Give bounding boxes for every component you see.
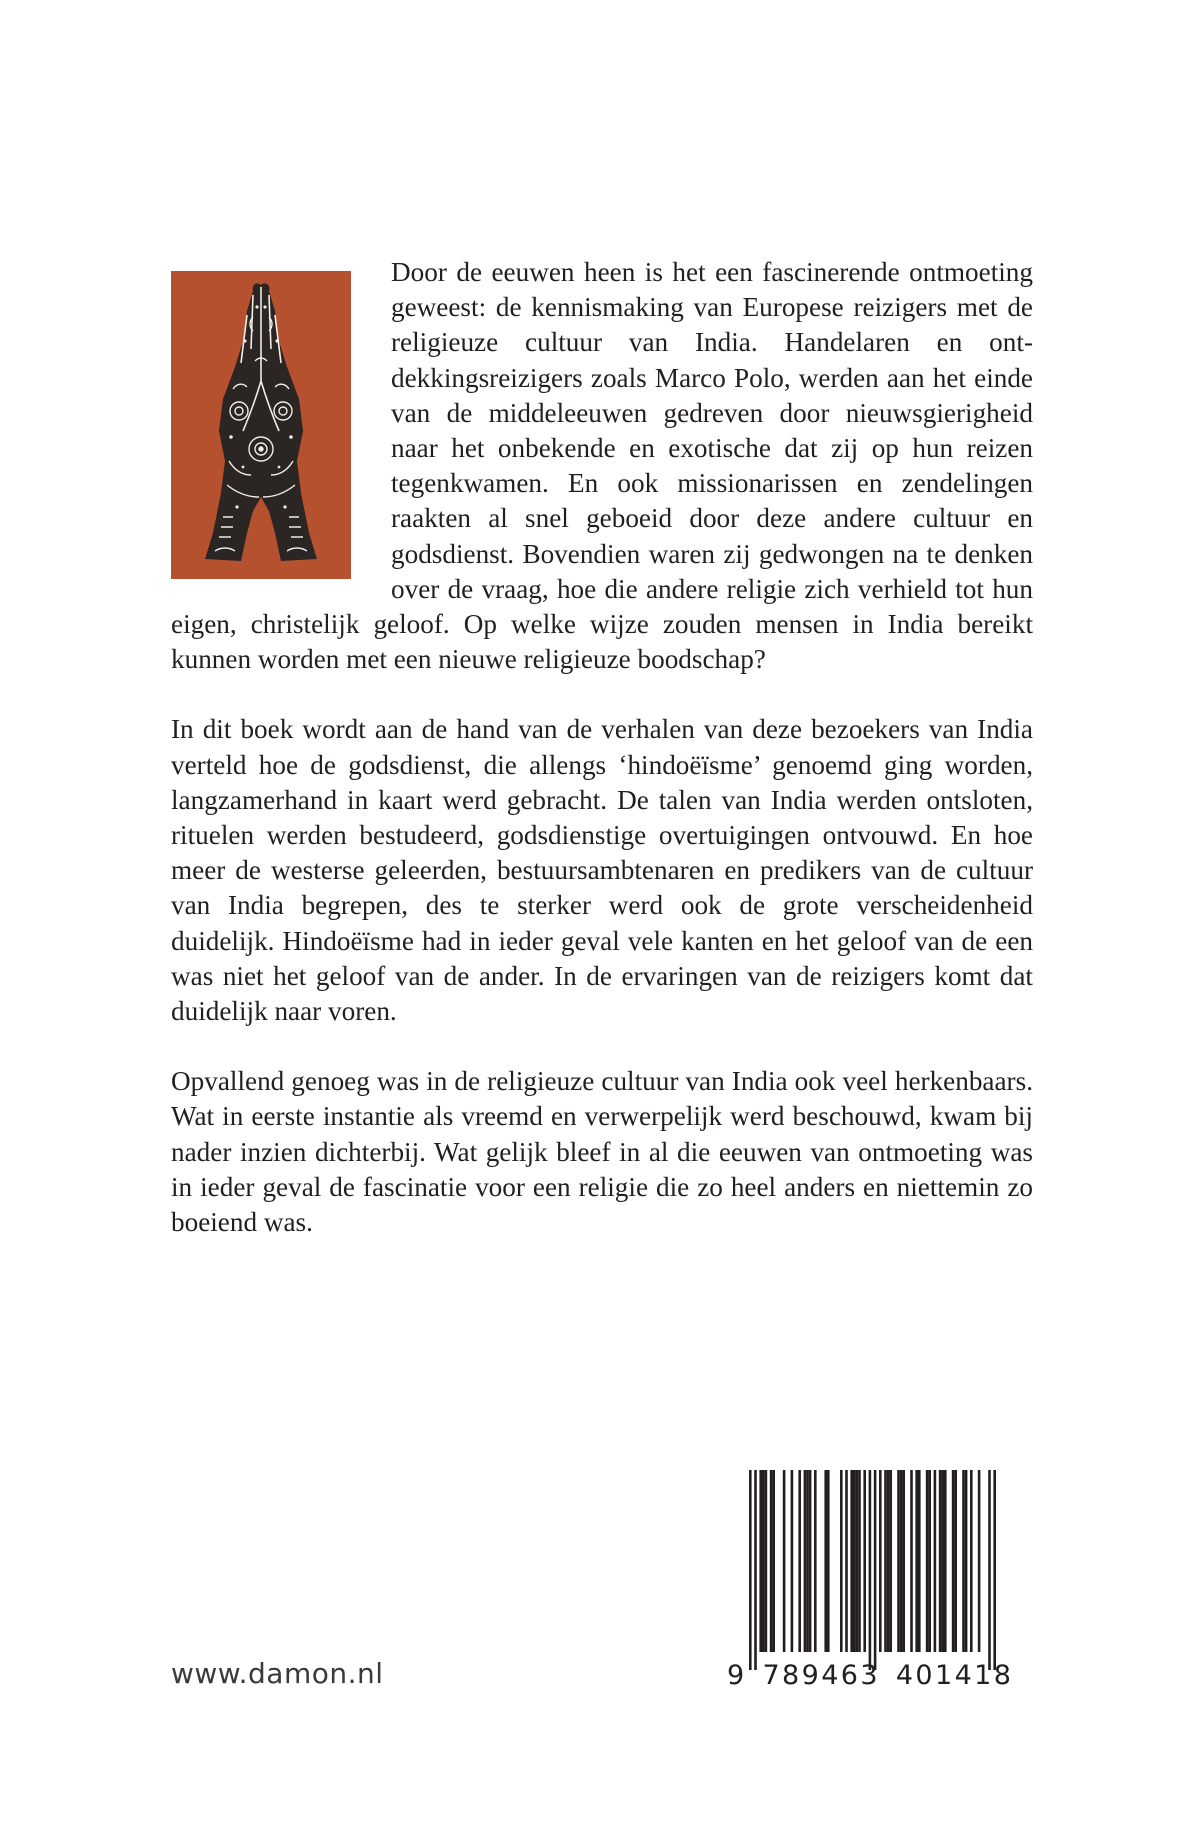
barcode-bar xyxy=(879,1470,882,1652)
barcode-bar xyxy=(988,1470,991,1670)
barcode-bar xyxy=(804,1470,807,1652)
barcode-bar xyxy=(762,1470,765,1652)
barcode-bar xyxy=(840,1470,843,1652)
barcode-bar xyxy=(970,1470,973,1652)
barcode-bar xyxy=(900,1470,903,1652)
barcode-bar xyxy=(887,1470,890,1652)
barcode-bar xyxy=(993,1470,996,1670)
blurb-paragraph-2: In dit boek wordt aan de hand van de verhalen van deze bezoekers van India verteld hoe de godsdienst, die allengs ‘hindoëïsme’ genoemd ging worden, langzamerhand in kaart werd gebracht. De talen van India werden ontsloten, rituelen werden bestudeerd, godsdienstige overtuigingen ontvouwd. En hoe meer de westerse geleerden, bestuursambtenaren en predikers van de cultuur van India begrepen, des te sterker werd ook de grote verscheidenheid duidelijk. Hindoëïsme had in ieder geval vele kanten en het geloof van de een was niet het geloof van de ander. In de ervaringen van de reizigers komt dat duidelijk naar voren. xyxy=(171,714,1033,1027)
barcode-bar xyxy=(915,1470,918,1652)
barcode-bar xyxy=(827,1470,830,1652)
barcode-bar xyxy=(928,1470,931,1652)
barcode-bar xyxy=(754,1470,757,1670)
barcode-bar xyxy=(809,1470,812,1652)
barcode-bar xyxy=(939,1470,942,1652)
barcode-bar xyxy=(874,1470,877,1670)
barcode-bar xyxy=(954,1470,957,1652)
barcode-bar xyxy=(965,1470,968,1652)
barcode-bar xyxy=(902,1470,905,1652)
barcode-bar xyxy=(850,1470,853,1652)
barcode-bar xyxy=(814,1470,817,1652)
barcode-bar xyxy=(772,1470,775,1652)
barcode-bar xyxy=(858,1470,861,1652)
barcode-bar xyxy=(798,1470,801,1652)
barcode-bar xyxy=(863,1470,866,1652)
isbn-number: 9 789463 401418 xyxy=(727,1660,1014,1691)
barcode-bar xyxy=(944,1470,947,1652)
barcode-bar xyxy=(884,1470,887,1652)
barcode-bar xyxy=(962,1470,965,1652)
barcode-bar xyxy=(926,1470,929,1652)
back-cover-blurb xyxy=(171,255,1033,1240)
illustration-text-wrap-spacer xyxy=(171,255,351,589)
barcode-bar xyxy=(978,1470,981,1652)
publisher-website: www.damon.nl xyxy=(171,1657,384,1690)
barcode-bar xyxy=(759,1470,762,1652)
barcode-bar xyxy=(806,1470,809,1652)
barcode-bar xyxy=(749,1470,752,1670)
barcode-bar xyxy=(770,1470,773,1652)
barcode-bar xyxy=(934,1470,937,1652)
barcode-bar xyxy=(889,1470,892,1652)
barcode-bar xyxy=(856,1470,859,1652)
blurb-paragraph-3: Opvallend genoeg was in de religieuze cultuur van India ook veel herkenbaars. Wat in eerste instantie als vreemd en verwerpelijk werd beschouwd, kwam bij nader inzien dichterbij. Wat gelijk bleef in al die eeuwen van ontmoeting was in ieder geval de fascinatie voor een religie die zo heel anders en niettemin zo boeiend was. xyxy=(171,1066,1033,1238)
barcode-bar xyxy=(765,1470,768,1652)
barcode-bar xyxy=(824,1470,827,1652)
barcode-bar xyxy=(918,1470,921,1652)
barcode-bar xyxy=(853,1470,856,1652)
barcode-bar xyxy=(952,1470,955,1652)
barcode-bar xyxy=(897,1470,900,1652)
barcode-bar xyxy=(910,1470,913,1652)
barcode-bar xyxy=(791,1470,794,1652)
barcode-bar xyxy=(783,1470,786,1652)
barcode-bar xyxy=(869,1470,872,1670)
barcode-bar xyxy=(941,1470,944,1652)
barcode-bar xyxy=(845,1470,848,1652)
blurb-paragraph-1: Door de eeuwen heen is het een fascinerende ontmoeting geweest: de kennismaking van Europese reizigers met de religieuze cultuur van India. Handelaren en ontdekkingsreizigers zoals Marco Polo, werden aan het einde van de middeleeuwen gedreven door nieuwsgierigheid naar het onbekende en exotische dat zij op hun reizen tegenkwamen. En ook missionarissen en zendelingen raakten al snel geboeid door deze andere cultuur en godsdienst. Bovendien waren zij gedwongen na te denken over de vraag, hoe die andere religie zich verhield tot hun eigen, christelijk geloof. Op welke wijze zouden mensen in India bereikt kunnen worden met een nieuwe religieuze boodschap? xyxy=(171,257,1033,675)
